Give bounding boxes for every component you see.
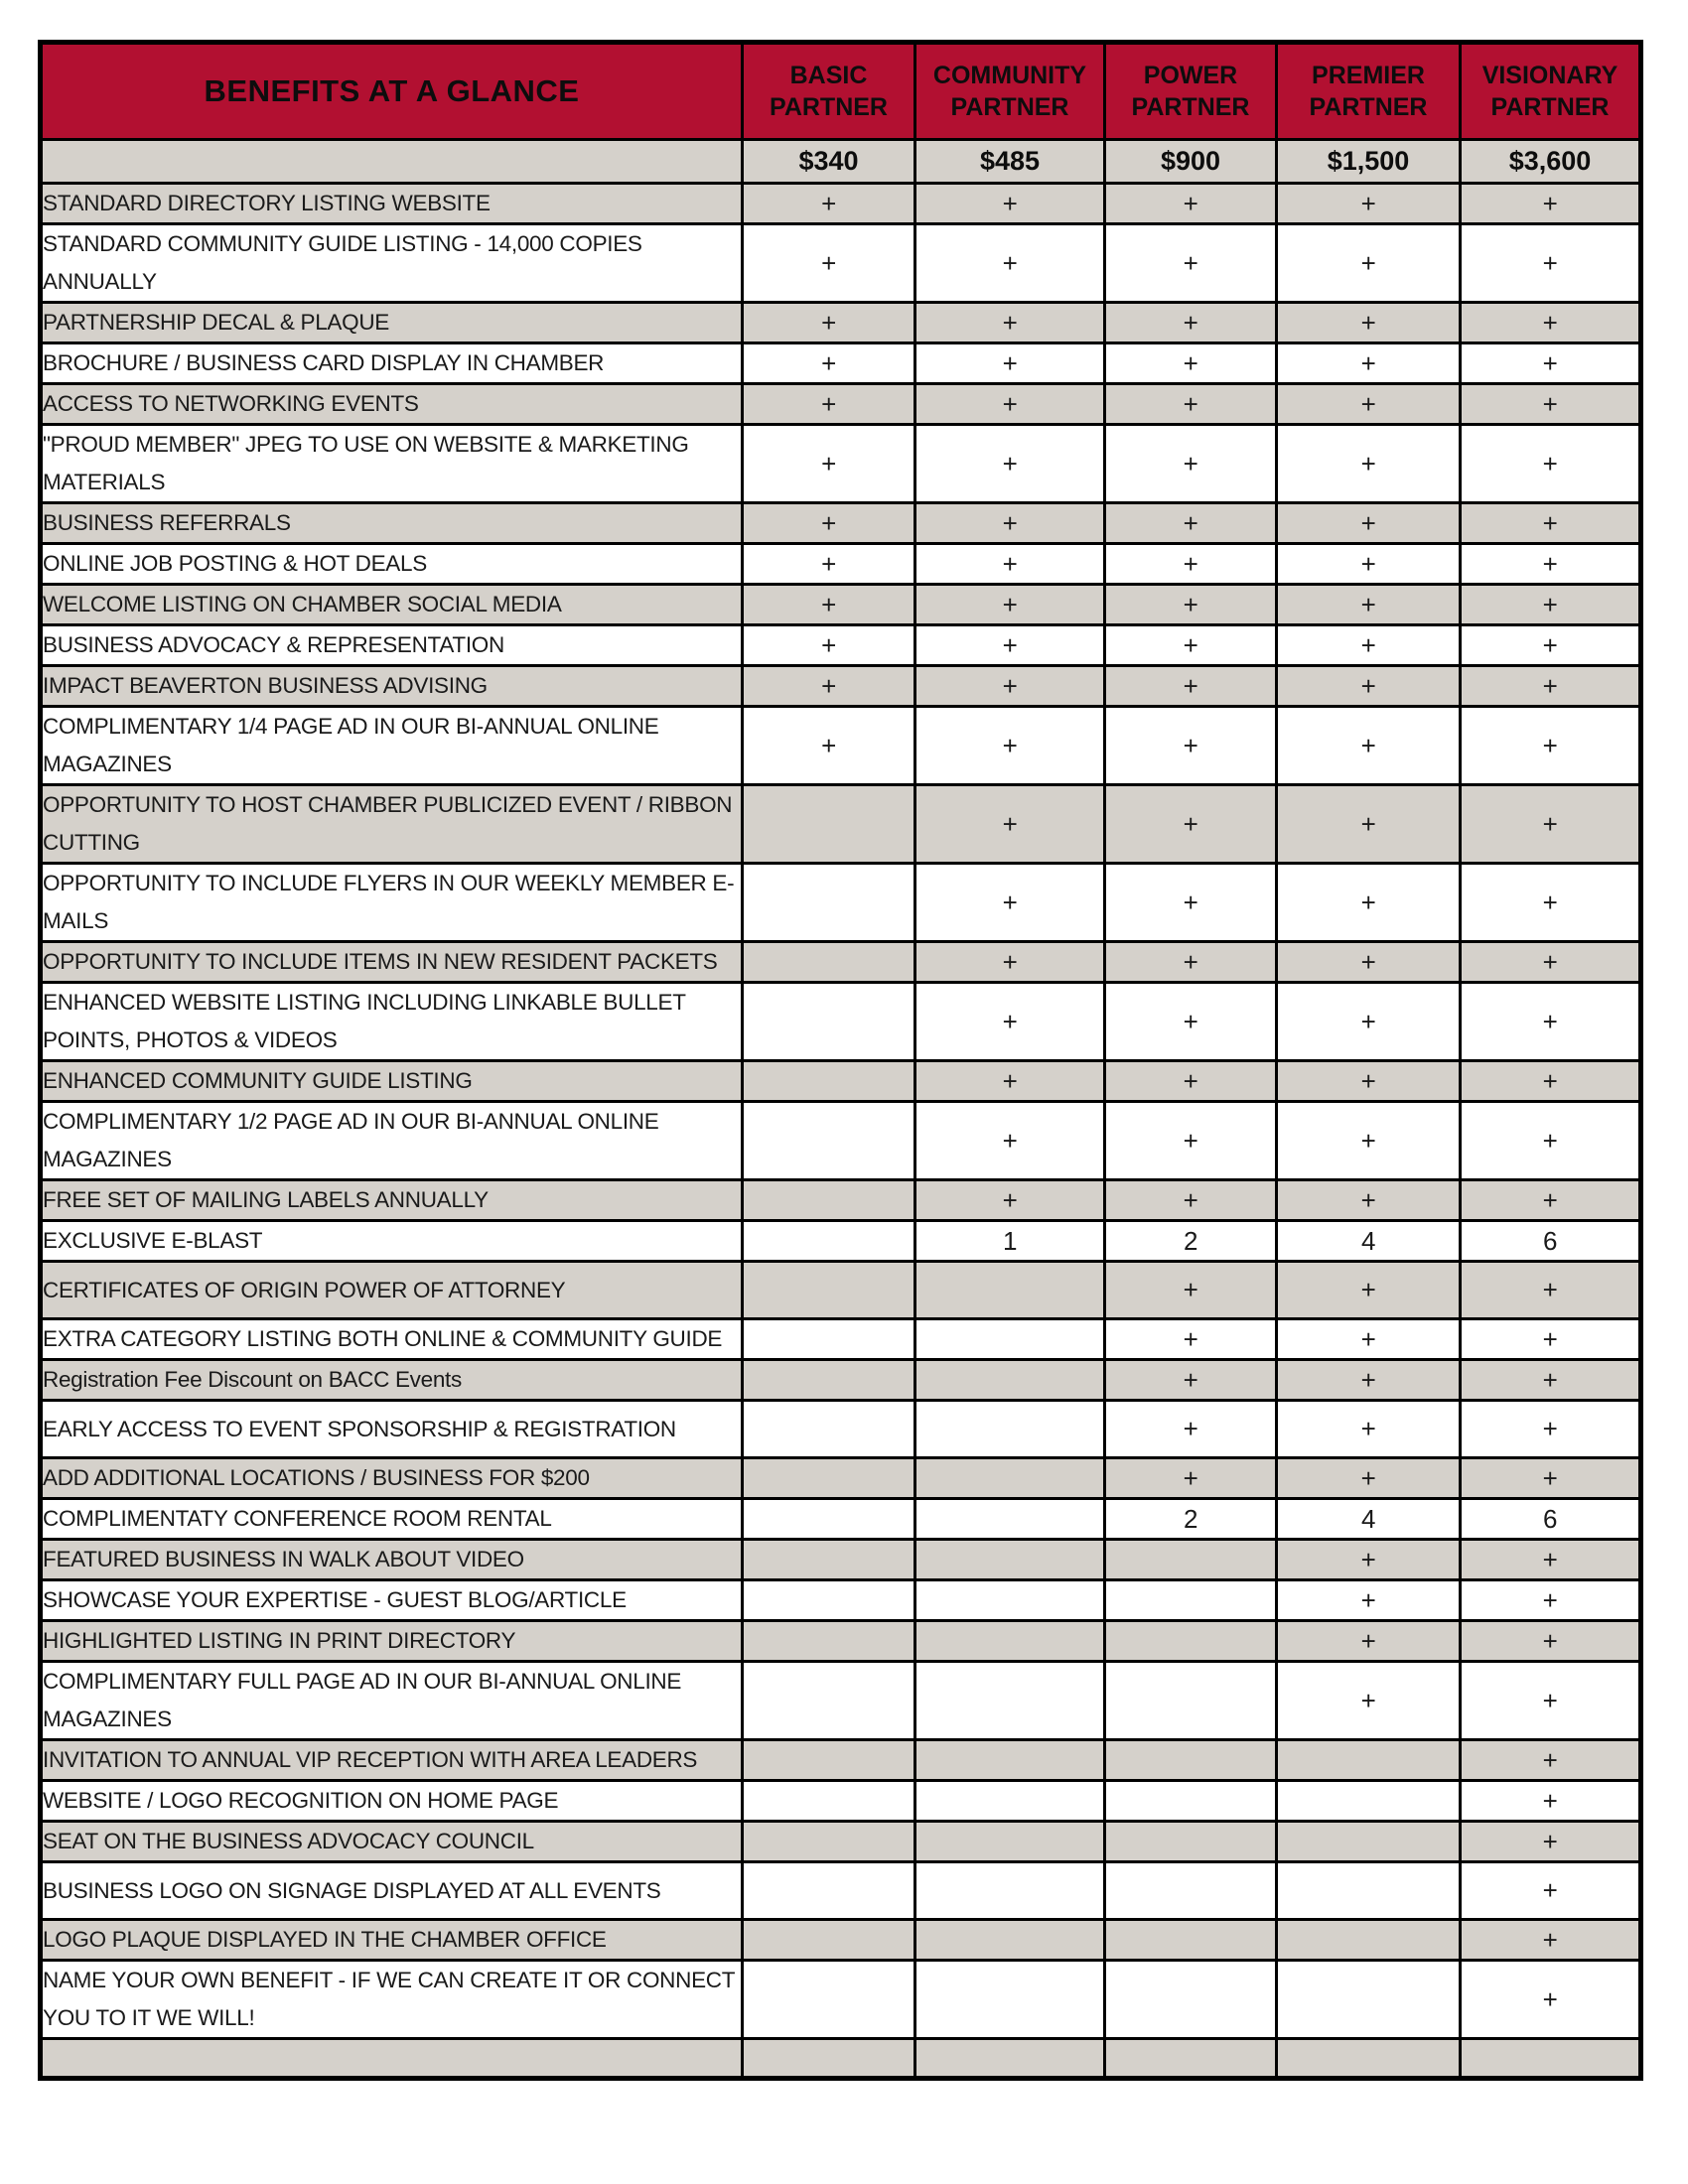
benefit-row <box>41 1740 1641 1781</box>
value-cell-premier-partner <box>1277 1920 1461 1961</box>
value-cell-basic-partner: + <box>743 503 915 544</box>
value-cell-visionary-partner: + <box>1461 1920 1641 1961</box>
value-cell-community-partner: + <box>915 343 1105 384</box>
benefit-row <box>41 1102 1641 1180</box>
value-cell-premier-partner <box>1277 1781 1461 1822</box>
value-cell-basic-partner <box>743 1540 915 1580</box>
value-cell-visionary-partner: + <box>1461 1961 1641 2039</box>
value-cell-visionary-partner: + <box>1461 544 1641 585</box>
header-row <box>41 43 1641 140</box>
benefit-label: PARTNERSHIP DECAL & PLAQUE <box>41 303 743 343</box>
value-cell-community-partner: + <box>915 425 1105 503</box>
value-cell-community-partner: + <box>915 384 1105 425</box>
value-cell-visionary-partner: + <box>1461 1360 1641 1401</box>
value-cell-premier-partner: + <box>1277 1580 1461 1621</box>
value-cell-visionary-partner: + <box>1461 1822 1641 1862</box>
value-cell-basic-partner <box>743 1221 915 1262</box>
value-cell-visionary-partner: + <box>1461 983 1641 1061</box>
price-power-partner: $900 <box>1105 140 1277 184</box>
value-cell-visionary-partner: + <box>1461 1061 1641 1102</box>
benefit-row <box>41 1061 1641 1102</box>
benefit-label: OPPORTUNITY TO INCLUDE FLYERS IN OUR WEEKLY MEMBER E-MAILS <box>41 864 743 942</box>
benefit-label <box>41 2039 743 2079</box>
benefit-row <box>41 785 1641 864</box>
value-cell-community-partner: + <box>915 942 1105 983</box>
value-cell-basic-partner: + <box>743 544 915 585</box>
value-cell-premier-partner: + <box>1277 1360 1461 1401</box>
benefit-label: NAME YOUR OWN BENEFIT - IF WE CAN CREATE IT OR CONNECT YOU TO IT WE WILL! <box>41 1961 743 2039</box>
value-cell-premier-partner: + <box>1277 503 1461 544</box>
price-basic-partner: $340 <box>743 140 915 184</box>
value-cell-power-partner <box>1105 1822 1277 1862</box>
value-cell-community-partner: + <box>915 503 1105 544</box>
benefit-row <box>41 1580 1641 1621</box>
value-cell-premier-partner: + <box>1277 544 1461 585</box>
value-cell-community-partner <box>915 1580 1105 1621</box>
benefit-row <box>41 544 1641 585</box>
value-cell-premier-partner: + <box>1277 1102 1461 1180</box>
benefit-label: COMPLIMENTATY CONFERENCE ROOM RENTAL <box>41 1499 743 1540</box>
value-cell-premier-partner: + <box>1277 707 1461 785</box>
value-cell-basic-partner: + <box>743 666 915 707</box>
benefit-label: WELCOME LISTING ON CHAMBER SOCIAL MEDIA <box>41 585 743 625</box>
benefit-label: STANDARD COMMUNITY GUIDE LISTING - 14,000 COPIES ANNUALLY <box>41 224 743 303</box>
benefit-row <box>41 184 1641 224</box>
value-cell-community-partner: + <box>915 785 1105 864</box>
value-cell-community-partner: + <box>915 585 1105 625</box>
value-cell-power-partner: + <box>1105 384 1277 425</box>
value-cell-power-partner <box>1105 2039 1277 2079</box>
value-cell-visionary-partner: + <box>1461 1862 1641 1920</box>
benefit-row <box>41 303 1641 343</box>
benefit-row <box>41 585 1641 625</box>
value-cell-premier-partner: + <box>1277 1458 1461 1499</box>
value-cell-premier-partner: + <box>1277 625 1461 666</box>
value-cell-visionary-partner: + <box>1461 1401 1641 1458</box>
value-cell-basic-partner <box>743 1621 915 1662</box>
value-cell-visionary-partner: + <box>1461 343 1641 384</box>
value-cell-basic-partner: + <box>743 384 915 425</box>
value-cell-visionary-partner: + <box>1461 1102 1641 1180</box>
value-cell-community-partner <box>915 1662 1105 1740</box>
benefit-label: FREE SET OF MAILING LABELS ANNUALLY <box>41 1180 743 1221</box>
value-cell-community-partner <box>915 1862 1105 1920</box>
value-cell-basic-partner <box>743 1360 915 1401</box>
benefit-label: FEATURED BUSINESS IN WALK ABOUT VIDEO <box>41 1540 743 1580</box>
benefit-row <box>41 864 1641 942</box>
value-cell-power-partner <box>1105 1740 1277 1781</box>
value-cell-basic-partner <box>743 942 915 983</box>
value-cell-basic-partner: + <box>743 303 915 343</box>
value-cell-basic-partner <box>743 1102 915 1180</box>
value-cell-premier-partner <box>1277 1862 1461 1920</box>
value-cell-basic-partner <box>743 1781 915 1822</box>
value-cell-basic-partner <box>743 864 915 942</box>
price-row-label-cell <box>41 140 743 184</box>
benefit-label: SEAT ON THE BUSINESS ADVOCACY COUNCIL <box>41 1822 743 1862</box>
benefit-label: ENHANCED COMMUNITY GUIDE LISTING <box>41 1061 743 1102</box>
value-cell-premier-partner: + <box>1277 343 1461 384</box>
value-cell-visionary-partner: + <box>1461 942 1641 983</box>
value-cell-visionary-partner: 6 <box>1461 1221 1641 1262</box>
value-cell-power-partner <box>1105 1862 1277 1920</box>
value-cell-premier-partner: + <box>1277 983 1461 1061</box>
partner-header-power-partner: POWER PARTNER <box>1105 43 1277 140</box>
value-cell-power-partner: + <box>1105 585 1277 625</box>
partner-header-visionary-partner: VISIONARY PARTNER <box>1461 43 1641 140</box>
value-cell-basic-partner <box>743 2039 915 2079</box>
value-cell-community-partner <box>915 1822 1105 1862</box>
value-cell-power-partner: 2 <box>1105 1499 1277 1540</box>
benefit-row <box>41 707 1641 785</box>
benefit-label: SHOWCASE YOUR EXPERTISE - GUEST BLOG/ARTICLE <box>41 1580 743 1621</box>
value-cell-power-partner: + <box>1105 1262 1277 1319</box>
price-row <box>41 140 1641 184</box>
value-cell-basic-partner <box>743 1262 915 1319</box>
value-cell-community-partner <box>915 1621 1105 1662</box>
value-cell-visionary-partner: + <box>1461 1740 1641 1781</box>
benefit-row <box>41 1319 1641 1360</box>
value-cell-community-partner <box>915 1458 1105 1499</box>
value-cell-basic-partner <box>743 1740 915 1781</box>
value-cell-visionary-partner: + <box>1461 384 1641 425</box>
value-cell-power-partner: + <box>1105 983 1277 1061</box>
value-cell-power-partner: + <box>1105 1102 1277 1180</box>
value-cell-premier-partner <box>1277 1822 1461 1862</box>
benefit-label: STANDARD DIRECTORY LISTING WEBSITE <box>41 184 743 224</box>
benefit-label: INVITATION TO ANNUAL VIP RECEPTION WITH AREA LEADERS <box>41 1740 743 1781</box>
benefit-row <box>41 1862 1641 1920</box>
value-cell-community-partner <box>915 1319 1105 1360</box>
benefit-row <box>41 1822 1641 1862</box>
value-cell-power-partner: + <box>1105 625 1277 666</box>
value-cell-visionary-partner: 6 <box>1461 1499 1641 1540</box>
value-cell-visionary-partner: + <box>1461 1662 1641 1740</box>
value-cell-basic-partner <box>743 1319 915 1360</box>
value-cell-power-partner <box>1105 1662 1277 1740</box>
value-cell-power-partner <box>1105 1920 1277 1961</box>
value-cell-community-partner <box>915 2039 1105 2079</box>
value-cell-community-partner: + <box>915 224 1105 303</box>
benefit-row <box>41 1662 1641 1740</box>
value-cell-basic-partner: + <box>743 224 915 303</box>
value-cell-basic-partner <box>743 1862 915 1920</box>
value-cell-visionary-partner: + <box>1461 585 1641 625</box>
empty-row <box>41 2039 1641 2079</box>
value-cell-premier-partner: + <box>1277 303 1461 343</box>
benefit-label: OPPORTUNITY TO INCLUDE ITEMS IN NEW RESIDENT PACKETS <box>41 942 743 983</box>
value-cell-power-partner: + <box>1105 1319 1277 1360</box>
value-cell-basic-partner: + <box>743 585 915 625</box>
value-cell-community-partner: + <box>915 544 1105 585</box>
price-visionary-partner: $3,600 <box>1461 140 1641 184</box>
value-cell-power-partner: + <box>1105 343 1277 384</box>
benefit-row <box>41 425 1641 503</box>
value-cell-community-partner: + <box>915 1061 1105 1102</box>
value-cell-community-partner <box>915 1740 1105 1781</box>
value-cell-premier-partner: + <box>1277 785 1461 864</box>
value-cell-power-partner: + <box>1105 1458 1277 1499</box>
value-cell-power-partner: + <box>1105 864 1277 942</box>
value-cell-power-partner: + <box>1105 785 1277 864</box>
benefit-row <box>41 343 1641 384</box>
value-cell-basic-partner: + <box>743 425 915 503</box>
value-cell-premier-partner: + <box>1277 1621 1461 1662</box>
benefit-row <box>41 503 1641 544</box>
value-cell-basic-partner: + <box>743 343 915 384</box>
value-cell-visionary-partner: + <box>1461 1262 1641 1319</box>
value-cell-premier-partner: + <box>1277 184 1461 224</box>
value-cell-community-partner <box>915 1920 1105 1961</box>
value-cell-visionary-partner: + <box>1461 425 1641 503</box>
value-cell-power-partner: + <box>1105 425 1277 503</box>
value-cell-visionary-partner: + <box>1461 503 1641 544</box>
benefit-row <box>41 1499 1641 1540</box>
value-cell-basic-partner <box>743 1499 915 1540</box>
value-cell-basic-partner <box>743 1061 915 1102</box>
value-cell-basic-partner <box>743 785 915 864</box>
value-cell-premier-partner: + <box>1277 1180 1461 1221</box>
value-cell-power-partner: + <box>1105 1401 1277 1458</box>
value-cell-visionary-partner: + <box>1461 224 1641 303</box>
value-cell-community-partner <box>915 1499 1105 1540</box>
benefit-label: BUSINESS REFERRALS <box>41 503 743 544</box>
value-cell-basic-partner <box>743 1401 915 1458</box>
value-cell-basic-partner: + <box>743 184 915 224</box>
value-cell-visionary-partner: + <box>1461 184 1641 224</box>
value-cell-power-partner <box>1105 1540 1277 1580</box>
price-community-partner: $485 <box>915 140 1105 184</box>
value-cell-community-partner: + <box>915 1180 1105 1221</box>
value-cell-visionary-partner: + <box>1461 303 1641 343</box>
value-cell-visionary-partner: + <box>1461 625 1641 666</box>
value-cell-basic-partner <box>743 1662 915 1740</box>
value-cell-power-partner: + <box>1105 224 1277 303</box>
benefit-row <box>41 1621 1641 1662</box>
value-cell-power-partner: 2 <box>1105 1221 1277 1262</box>
value-cell-community-partner <box>915 1262 1105 1319</box>
value-cell-premier-partner: + <box>1277 224 1461 303</box>
value-cell-community-partner: + <box>915 864 1105 942</box>
benefit-label: OPPORTUNITY TO HOST CHAMBER PUBLICIZED EVENT / RIBBON CUTTING <box>41 785 743 864</box>
benefit-label: EXCLUSIVE E-BLAST <box>41 1221 743 1262</box>
benefit-label: BUSINESS LOGO ON SIGNAGE DISPLAYED AT ALL EVENTS <box>41 1862 743 1920</box>
value-cell-basic-partner <box>743 1580 915 1621</box>
benefit-row <box>41 942 1641 983</box>
price-premier-partner: $1,500 <box>1277 140 1461 184</box>
value-cell-basic-partner <box>743 1920 915 1961</box>
value-cell-power-partner <box>1105 1961 1277 2039</box>
value-cell-premier-partner: + <box>1277 1540 1461 1580</box>
value-cell-power-partner: + <box>1105 707 1277 785</box>
value-cell-premier-partner: + <box>1277 666 1461 707</box>
value-cell-premier-partner: + <box>1277 1262 1461 1319</box>
partner-header-basic-partner: BASIC PARTNER <box>743 43 915 140</box>
value-cell-community-partner <box>915 1540 1105 1580</box>
value-cell-premier-partner: + <box>1277 1401 1461 1458</box>
value-cell-power-partner: + <box>1105 184 1277 224</box>
benefit-row <box>41 1401 1641 1458</box>
value-cell-basic-partner <box>743 983 915 1061</box>
value-cell-community-partner: + <box>915 983 1105 1061</box>
value-cell-power-partner: + <box>1105 503 1277 544</box>
benefit-row <box>41 1781 1641 1822</box>
value-cell-premier-partner: + <box>1277 942 1461 983</box>
benefit-label: COMPLIMENTARY 1/4 PAGE AD IN OUR BI-ANNUAL ONLINE MAGAZINES <box>41 707 743 785</box>
benefits-table <box>38 40 1643 2081</box>
value-cell-community-partner: + <box>915 1102 1105 1180</box>
benefit-label: LOGO PLAQUE DISPLAYED IN THE CHAMBER OFFICE <box>41 1920 743 1961</box>
value-cell-basic-partner: + <box>743 625 915 666</box>
benefit-row <box>41 1458 1641 1499</box>
benefit-label: "PROUD MEMBER" JPEG TO USE ON WEBSITE & MARKETING MATERIALS <box>41 425 743 503</box>
value-cell-premier-partner: 4 <box>1277 1499 1461 1540</box>
value-cell-power-partner: + <box>1105 303 1277 343</box>
value-cell-basic-partner <box>743 1180 915 1221</box>
benefit-label: EARLY ACCESS TO EVENT SPONSORSHIP & REGISTRATION <box>41 1401 743 1458</box>
value-cell-premier-partner: + <box>1277 384 1461 425</box>
benefit-row <box>41 1180 1641 1221</box>
benefit-label: BUSINESS ADVOCACY & REPRESENTATION <box>41 625 743 666</box>
benefit-rows <box>41 184 1641 2079</box>
benefit-row <box>41 1540 1641 1580</box>
value-cell-community-partner <box>915 1961 1105 2039</box>
value-cell-power-partner <box>1105 1781 1277 1822</box>
benefit-row <box>41 1920 1641 1961</box>
value-cell-community-partner <box>915 1401 1105 1458</box>
benefit-label: IMPACT BEAVERTON BUSINESS ADVISING <box>41 666 743 707</box>
benefit-label: COMPLIMENTARY FULL PAGE AD IN OUR BI-ANNUAL ONLINE MAGAZINES <box>41 1662 743 1740</box>
benefit-label: WEBSITE / LOGO RECOGNITION ON HOME PAGE <box>41 1781 743 1822</box>
value-cell-power-partner: + <box>1105 942 1277 983</box>
value-cell-power-partner: + <box>1105 666 1277 707</box>
value-cell-premier-partner: 4 <box>1277 1221 1461 1262</box>
value-cell-visionary-partner <box>1461 2039 1641 2079</box>
benefit-label: ADD ADDITIONAL LOCATIONS / BUSINESS FOR $200 <box>41 1458 743 1499</box>
benefit-label: BROCHURE / BUSINESS CARD DISPLAY IN CHAMBER <box>41 343 743 384</box>
value-cell-community-partner: + <box>915 625 1105 666</box>
benefit-label: CERTIFICATES OF ORIGIN POWER OF ATTORNEY <box>41 1262 743 1319</box>
benefit-label: EXTRA CATEGORY LISTING BOTH ONLINE & COMMUNITY GUIDE <box>41 1319 743 1360</box>
value-cell-premier-partner: + <box>1277 1662 1461 1740</box>
value-cell-premier-partner: + <box>1277 864 1461 942</box>
benefit-row <box>41 224 1641 303</box>
value-cell-power-partner: + <box>1105 544 1277 585</box>
value-cell-premier-partner <box>1277 1740 1461 1781</box>
value-cell-community-partner <box>915 1781 1105 1822</box>
value-cell-basic-partner <box>743 1458 915 1499</box>
partner-header-community-partner: COMMUNITY PARTNER <box>915 43 1105 140</box>
value-cell-community-partner: 1 <box>915 1221 1105 1262</box>
value-cell-visionary-partner: + <box>1461 1319 1641 1360</box>
value-cell-community-partner: + <box>915 707 1105 785</box>
value-cell-visionary-partner: + <box>1461 707 1641 785</box>
benefit-row <box>41 983 1641 1061</box>
value-cell-power-partner <box>1105 1580 1277 1621</box>
benefit-row <box>41 1360 1641 1401</box>
benefit-row <box>41 1961 1641 2039</box>
table-title: BENEFITS AT A GLANCE <box>41 43 743 140</box>
value-cell-basic-partner: + <box>743 707 915 785</box>
value-cell-visionary-partner: + <box>1461 1580 1641 1621</box>
benefit-label: Registration Fee Discount on BACC Events <box>41 1360 743 1401</box>
value-cell-community-partner: + <box>915 666 1105 707</box>
value-cell-community-partner <box>915 1360 1105 1401</box>
value-cell-visionary-partner: + <box>1461 864 1641 942</box>
partner-header-premier-partner: PREMIER PARTNER <box>1277 43 1461 140</box>
value-cell-visionary-partner: + <box>1461 1621 1641 1662</box>
benefit-label: HIGHLIGHTED LISTING IN PRINT DIRECTORY <box>41 1621 743 1662</box>
benefit-row <box>41 625 1641 666</box>
benefit-label: ONLINE JOB POSTING & HOT DEALS <box>41 544 743 585</box>
value-cell-power-partner: + <box>1105 1360 1277 1401</box>
benefit-label: ACCESS TO NETWORKING EVENTS <box>41 384 743 425</box>
value-cell-premier-partner: + <box>1277 1319 1461 1360</box>
benefit-row <box>41 1262 1641 1319</box>
value-cell-visionary-partner: + <box>1461 1781 1641 1822</box>
value-cell-premier-partner: + <box>1277 585 1461 625</box>
value-cell-visionary-partner: + <box>1461 666 1641 707</box>
value-cell-visionary-partner: + <box>1461 1180 1641 1221</box>
benefit-row <box>41 1221 1641 1262</box>
value-cell-community-partner: + <box>915 184 1105 224</box>
value-cell-power-partner: + <box>1105 1180 1277 1221</box>
value-cell-premier-partner <box>1277 2039 1461 2079</box>
value-cell-premier-partner <box>1277 1961 1461 2039</box>
benefit-label: ENHANCED WEBSITE LISTING INCLUDING LINKABLE BULLET POINTS, PHOTOS & VIDEOS <box>41 983 743 1061</box>
value-cell-power-partner <box>1105 1621 1277 1662</box>
benefit-row <box>41 666 1641 707</box>
value-cell-premier-partner: + <box>1277 1061 1461 1102</box>
value-cell-visionary-partner: + <box>1461 1458 1641 1499</box>
value-cell-premier-partner: + <box>1277 425 1461 503</box>
benefit-row <box>41 384 1641 425</box>
benefit-label: COMPLIMENTARY 1/2 PAGE AD IN OUR BI-ANNUAL ONLINE MAGAZINES <box>41 1102 743 1180</box>
value-cell-basic-partner <box>743 1822 915 1862</box>
value-cell-power-partner: + <box>1105 1061 1277 1102</box>
value-cell-visionary-partner: + <box>1461 785 1641 864</box>
value-cell-visionary-partner: + <box>1461 1540 1641 1580</box>
value-cell-community-partner: + <box>915 303 1105 343</box>
value-cell-basic-partner <box>743 1961 915 2039</box>
